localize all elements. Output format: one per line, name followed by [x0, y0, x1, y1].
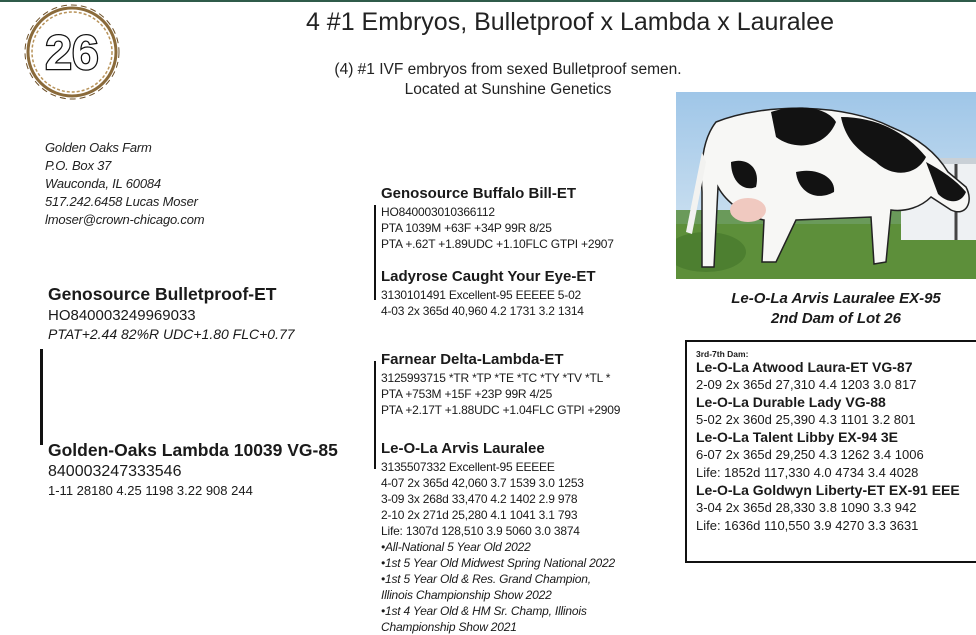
dam-block — [48, 440, 338, 498]
ancestor-dam-record: 5-02 2x 360d 25,390 4.3 1101 3.2 801 — [696, 412, 916, 427]
sire-dam-block — [381, 268, 596, 319]
consignor-phone: 517.242.6458 Lucas Moser — [45, 194, 198, 209]
dam-sire-reg: 3125993715 *TR *TP *TE *TC *TY *TV *TL * — [381, 371, 611, 385]
dam-bracket — [374, 361, 376, 469]
subtitle-line: Located at Sunshine Genetics — [404, 81, 612, 98]
ancestor-dam-lifetime: Life: 1852d 117,330 4.0 4734 3.4 4028 — [696, 465, 919, 480]
dam-dam-award: •1st 5 Year Old Midwest Spring National 2022 — [381, 556, 615, 570]
subtitle-line: (4) #1 IVF embryos from sexed Bulletproof semen. — [334, 61, 682, 78]
lot-number: 26 — [45, 27, 99, 80]
ancestor-dam-name: Le-O-La Atwood Laura-ET VG-87 — [696, 359, 913, 375]
dam-sire-name: Farnear Delta-Lambda-ET — [381, 351, 564, 368]
dam-dam-lifetime: Life: 1307d 128,510 3.9 5060 3.0 3874 — [381, 524, 580, 538]
page-title: 4 #1 Embryos, Bulletproof x Lambda x Lauralee — [305, 8, 835, 36]
consignor-address: P.O. Box 37 — [45, 158, 112, 173]
sire-dam-name: Ladyrose Caught Your Eye-ET — [381, 268, 596, 285]
dam-dam-award: •1st 5 Year Old & Res. Grand Champion, — [381, 572, 591, 586]
sire-proof: PTAT+2.44 82%R UDC+1.80 FLC+0.77 — [48, 326, 295, 342]
consignor-farm: Golden Oaks Farm — [45, 140, 152, 155]
dam-dam-record: 3-09 3x 268d 33,470 4.2 1402 2.9 978 — [381, 492, 578, 506]
ancestor-dam-record: 3-04 2x 365d 28,330 3.8 1090 3.3 942 — [696, 500, 917, 515]
sire-dam-class: 3130101491 Excellent-95 EEEEE 5-02 — [381, 288, 582, 302]
dam-sire-block — [381, 351, 620, 418]
dam-sire-pta-type: PTA +2.17T +1.88UDC +1.04FLC GTPI +2909 — [381, 403, 621, 417]
dam-sire-pta: PTA +753M +15F +23P 99R 4/25 — [381, 387, 553, 401]
sire-sire-block — [381, 185, 614, 252]
ancestor-dam-name: Le-O-La Durable Lady VG-88 — [696, 394, 886, 410]
photo-caption — [676, 289, 976, 329]
sire-bracket — [374, 205, 376, 300]
dam-dam-name: Le-O-La Arvis Lauralee — [381, 440, 545, 457]
photo-caption-name: Le-O-La Arvis Lauralee EX-95 — [731, 290, 941, 307]
dam-dam-award: •1st 4 Year Old & HM Sr. Champ, Illinois — [381, 604, 587, 618]
sire-reg: HO840003249969033 — [48, 307, 196, 324]
dam-dam-record: 4-07 2x 365d 42,060 3.7 1539 3.0 1253 — [381, 476, 584, 490]
sire-sire-reg: HO840003010366112 — [381, 205, 495, 219]
dam-name: Golden-Oaks Lambda 10039 VG-85 — [48, 440, 338, 460]
dam-dam-class: 3135507332 Excellent-95 EEEEE — [381, 460, 555, 474]
sire-block — [48, 284, 295, 342]
ancestor-dam-record: 2-09 2x 365d 27,310 4.4 1203 3.0 817 — [696, 377, 917, 392]
dam-reg: 840003247333546 — [48, 463, 182, 480]
ancestor-dam-name: Le-O-La Talent Libby EX-94 3E — [696, 429, 899, 445]
consignor-city: Wauconda, IL 60084 — [45, 176, 161, 191]
ancestor-dam-lifetime: Life: 1636d 110,550 3.9 4270 3.3 3631 — [696, 518, 919, 533]
dam-dam-block — [381, 440, 615, 635]
ancestor-dam-name: Le-O-La Goldwyn Liberty-ET EX-91 EEE — [696, 482, 960, 498]
consignor-block — [45, 139, 204, 229]
cow-photo — [676, 92, 976, 279]
dam-dam-award: Championship Show 2021 — [381, 620, 517, 634]
photo-caption-relation: 2nd Dam of Lot 26 — [770, 310, 901, 327]
dam-dam-award: •All-National 5 Year Old 2022 — [381, 540, 531, 554]
dam-dam-record: 2-10 2x 271d 25,280 4.1 1041 3.1 793 — [381, 508, 578, 522]
dam-dam-award: Illinois Championship Show 2022 — [381, 588, 552, 602]
sire-name: Genosource Bulletproof-ET — [48, 284, 277, 304]
dams-box-heading: 3rd-7th Dam: — [696, 349, 749, 359]
sire-sire-pta-type: PTA +.62T +1.89UDC +1.10FLC GTPI +2907 — [381, 237, 614, 251]
sire-dam-record: 4-03 2x 365d 40,960 4.2 1731 3.2 1314 — [381, 304, 584, 318]
pedigree-bracket — [40, 349, 43, 445]
sire-sire-pta: PTA 1039M +63F +34P 99R 8/25 — [381, 221, 552, 235]
consignor-email: lmoser@crown-chicago.com — [45, 212, 205, 227]
ancestor-dam-record: 6-07 2x 365d 29,250 4.3 1262 3.4 1006 — [696, 447, 924, 462]
sire-sire-name: Genosource Buffalo Bill-ET — [381, 185, 577, 202]
dam-record: 1-11 28180 4.25 1198 3.22 908 244 — [48, 483, 253, 498]
ancestor-dams-box — [685, 340, 976, 563]
top-rule — [0, 0, 976, 2]
